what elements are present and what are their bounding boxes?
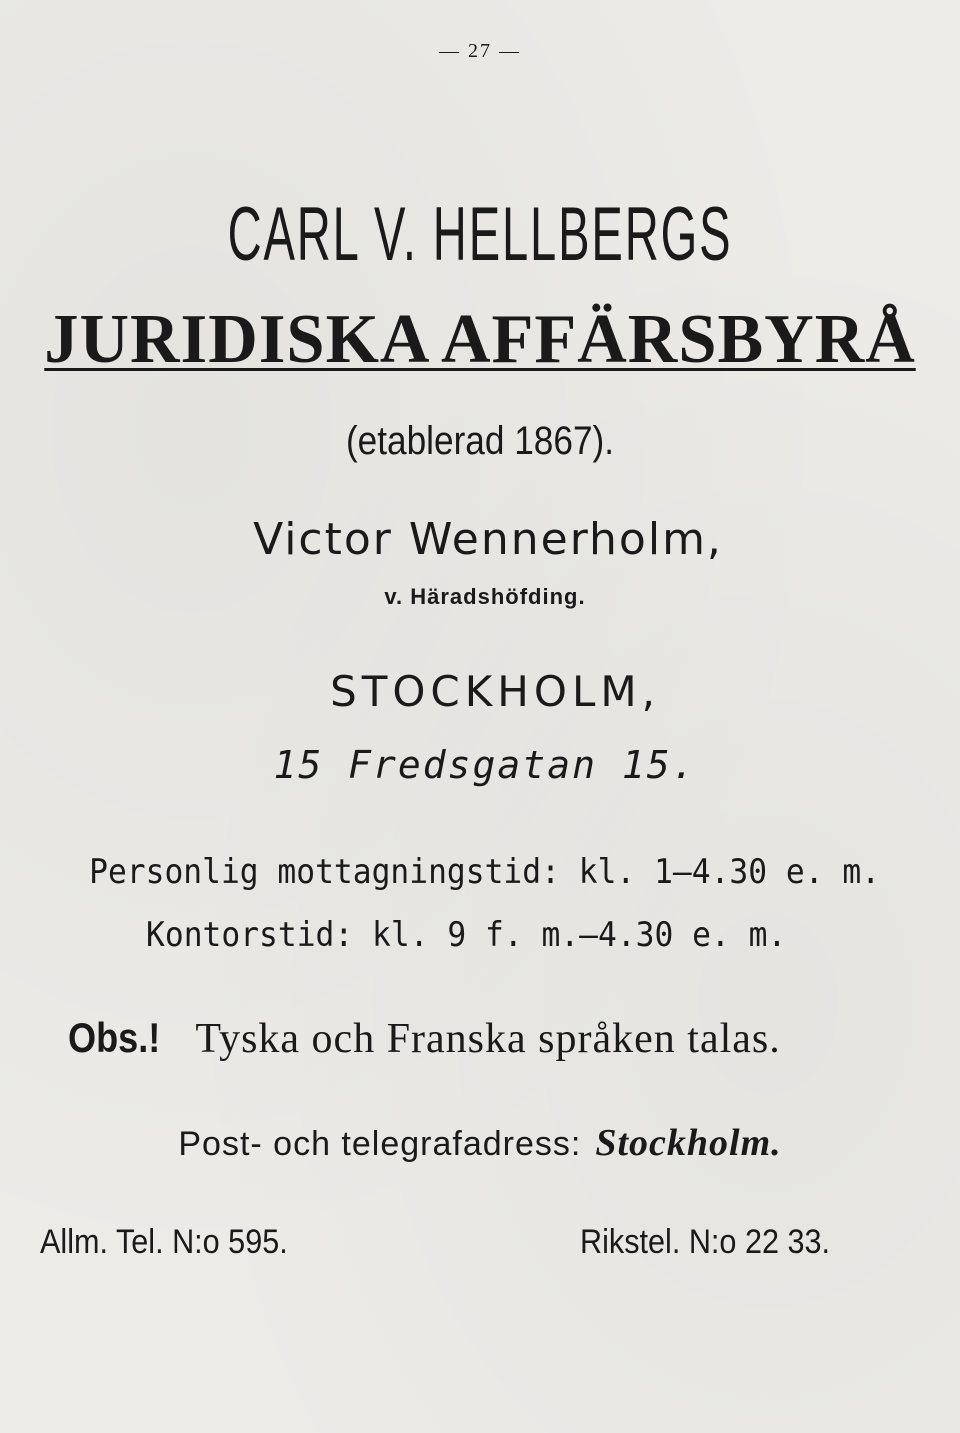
person-title: v. Häradshöfding. bbox=[384, 584, 586, 609]
heading-owner: CARL V. HELLBERGS bbox=[227, 192, 733, 277]
telegraph-label: Post- och telegrafadress: bbox=[178, 1125, 582, 1163]
person-name: Victor Wennerholm, bbox=[253, 514, 723, 565]
languages-note bbox=[68, 1012, 781, 1065]
office-hours: Kontorstid: kl. 9 f. m.—4.30 e. m. bbox=[146, 915, 787, 955]
heading-business: JURIDISKA AFFÄRSBYRÅ bbox=[44, 301, 916, 378]
telegraph-address bbox=[0, 1121, 960, 1167]
note-label: Obs.! bbox=[68, 1014, 161, 1061]
city: STOCKHOLM, bbox=[330, 667, 660, 716]
page-number: — 27 — bbox=[439, 40, 521, 62]
personal-reception-hours: Personlig mottagningstid: kl. 1—4.30 e. m. bbox=[89, 852, 881, 892]
phone-national: Rikstel. N:o 22 33. bbox=[580, 1223, 831, 1261]
street-address: 15 Fredsgatan 15. bbox=[273, 743, 697, 787]
established-note: (etablerad 1867). bbox=[345, 419, 615, 463]
note-text: Tyska och Franska språken talas. bbox=[195, 1016, 781, 1062]
telegraph-value: Stockholm. bbox=[595, 1122, 782, 1164]
phone-general: Allm. Tel. N:o 595. bbox=[40, 1223, 288, 1261]
